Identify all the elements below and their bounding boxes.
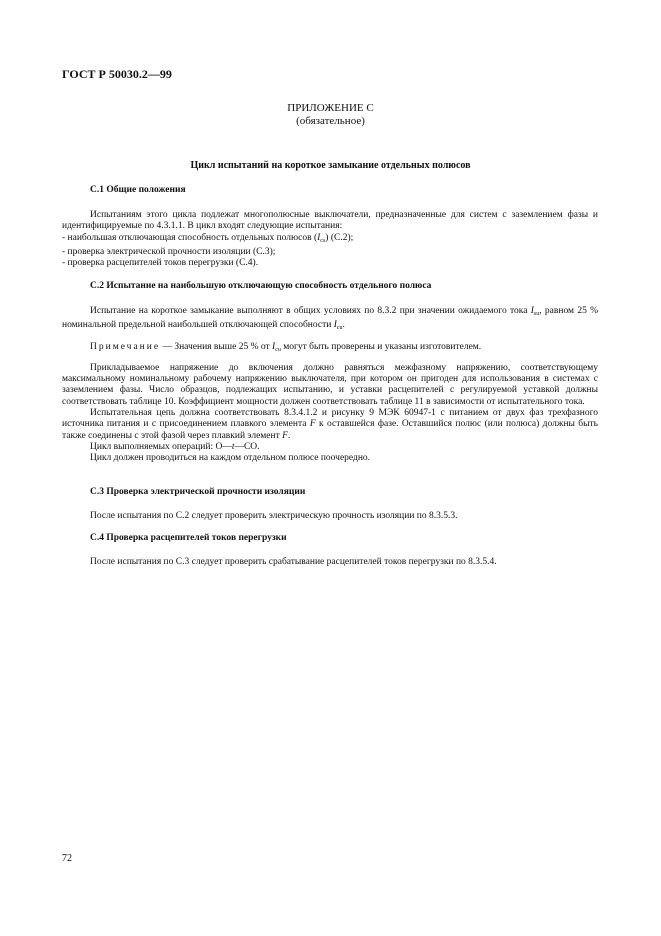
c1-item-3: - проверка расцепителей токов перегрузки (С.4). bbox=[62, 258, 259, 269]
section-c3-body bbox=[62, 511, 598, 522]
section-c2-body bbox=[62, 306, 598, 465]
c2-para-5: Цикл должен проводиться на каждом отдельном полюсе поочередно. bbox=[90, 453, 371, 464]
c1-item-1: - наибольшая отключающая способность отдельных полюсов $(I_{cs})$ (С.2); bbox=[62, 232, 354, 244]
c2-note: Примечание — Значения выше 25 % от $I_{cu}$ могут быть проверены и указаны изготовителем. bbox=[90, 341, 482, 353]
c1-item-2: - проверка электрической прочности изоляции (С.3); bbox=[62, 246, 276, 257]
c4-text: После испытания по С.3 следует проверить срабатывание расцепителей токов перегрузки по 8.3.5.4. bbox=[90, 557, 497, 567]
c2-para-3: Испытательная цепь должна соответствовать 8.3.4.1.2 и рисунку 9 МЭК 60947-1 с питанием от двух фаз трехфазного источника питания и с присоединением плавкого элемента F к оставшейся фазе. Оставшийся полюс (или полюса) должны быть также соединены с этой фазой через плавкий элемент F. bbox=[62, 408, 598, 441]
annex-heading bbox=[0, 102, 661, 128]
section-c1-body bbox=[62, 210, 598, 269]
annex-note: (обязательное) bbox=[296, 115, 365, 127]
page-number: 72 bbox=[62, 853, 72, 864]
section-c4-body bbox=[62, 557, 598, 568]
section-c2-heading: С.2 Испытание на наибольшую отключающую способность отдельного полюса bbox=[90, 281, 432, 291]
section-c3-heading: С.3 Проверка электрической прочности изоляции bbox=[90, 487, 306, 497]
c2-para-4: Цикл выполняемых операций: О—t—СО. bbox=[90, 441, 260, 452]
c3-text: После испытания по С.2 следует проверить электрическую прочность изоляции по 8.3.5.3. bbox=[90, 511, 458, 521]
standard-header: ГОСТ Р 50030.2—99 bbox=[62, 67, 172, 81]
c2-para-1: Испытание на короткое замыкание выполняют в общих условиях по 8.3.2 при значении ожидаемого тока $I_{su}$, равном 25 % номинальной предельной наибольшей отключающей способности $I_{cu}$. bbox=[62, 306, 599, 332]
document-title: Цикл испытаний на короткое замыкание отдельных полюсов bbox=[190, 160, 471, 171]
annex-title: ПРИЛОЖЕНИЕ С bbox=[287, 102, 374, 114]
c1-intro: Испытаниям этого цикла подлежат многополюсные выключатели, предназначенные для систем с заземлением фазы и идентифицируемые по 4.3.1.1. В цикл входят следующие испытания: bbox=[62, 210, 598, 232]
c2-para-2: Прикладываемое напряжение до включения должно равняться межфазному напряжению, соответствующему максимальному номинальному рабочему напряжению выключателя, при котором он пригоден для использования в системах с заземлением фазы. Число образцов, подлежащих испытанию, и уставки расцепителей с регулируемой уставкой должны соответствовать таблице 10. Коэффициент мощности должен соответствовать таблице 11 в зависимости от испытательного тока. bbox=[62, 362, 598, 407]
section-c4-heading: С.4 Проверка расцепителей токов перегрузки bbox=[90, 533, 287, 543]
section-c1-heading: С.1 Общие положения bbox=[90, 185, 186, 195]
